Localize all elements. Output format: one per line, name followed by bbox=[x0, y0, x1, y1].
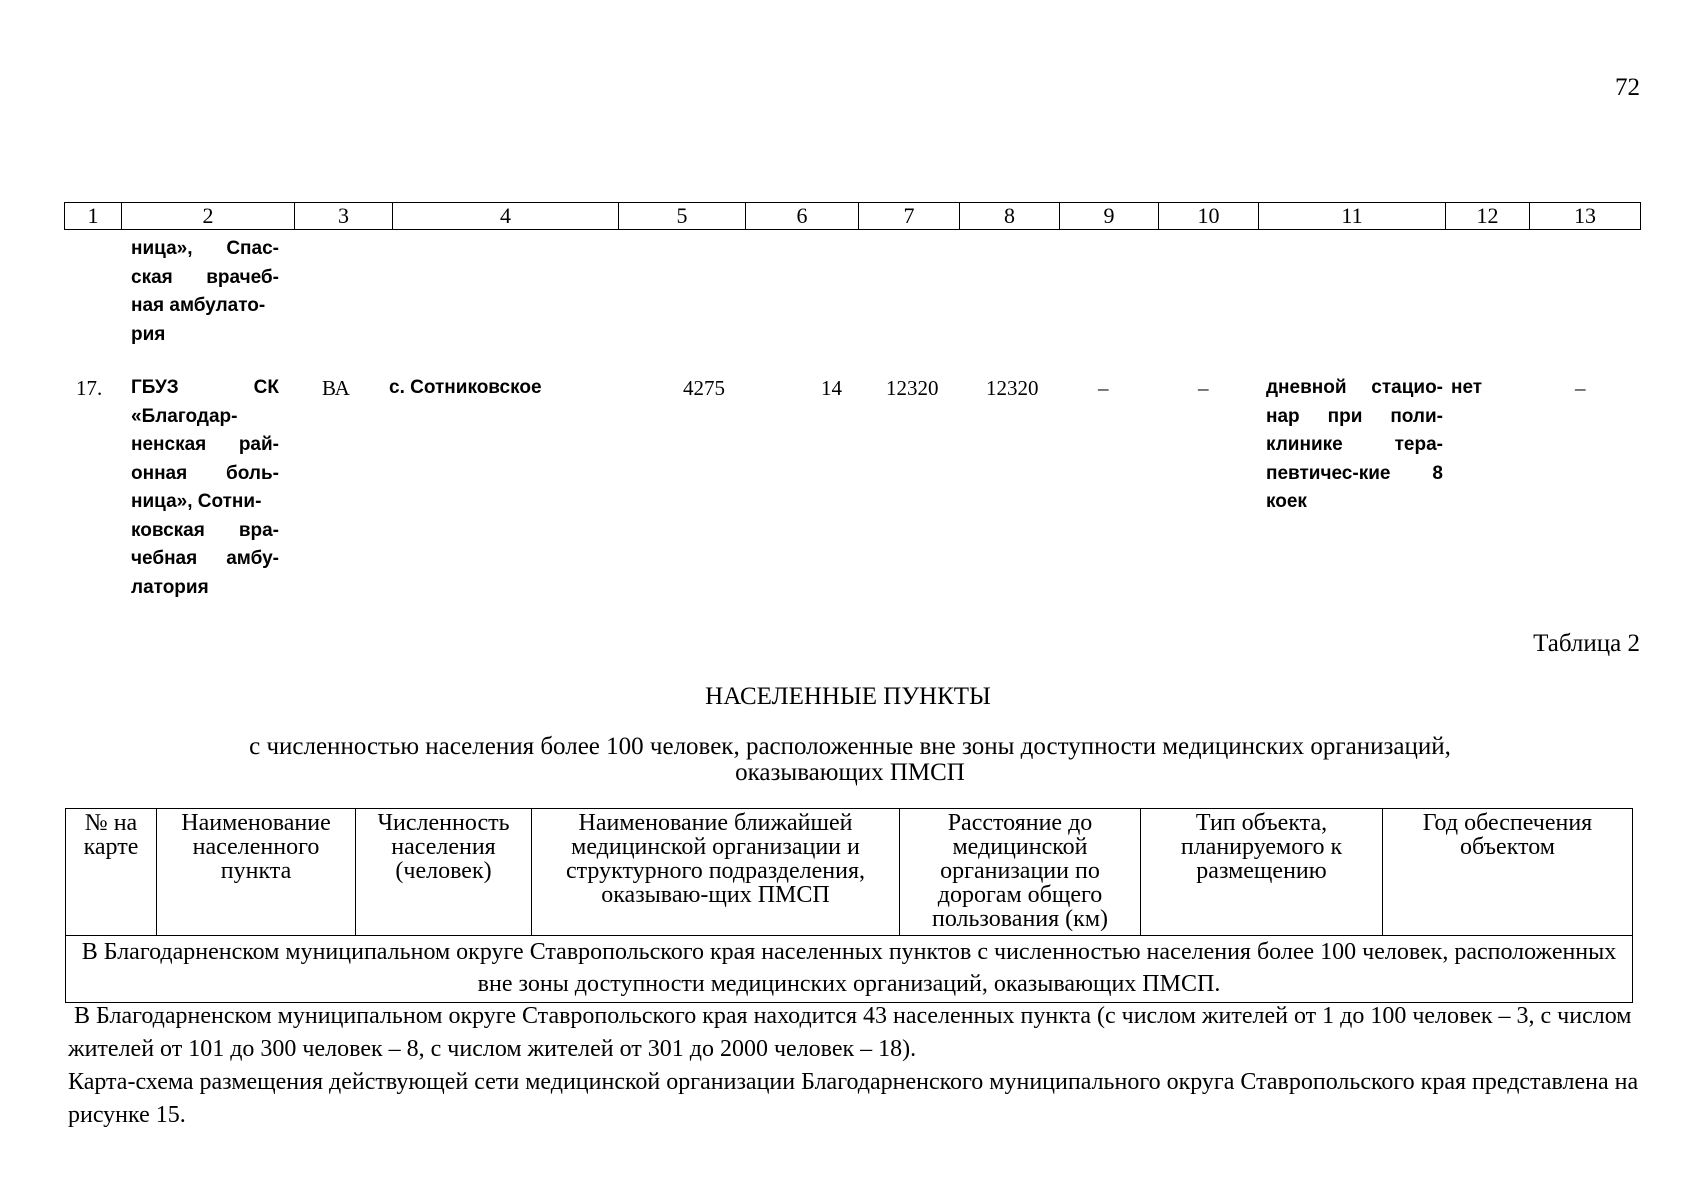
text-word: ненская bbox=[131, 434, 207, 455]
text-word: ковская bbox=[131, 519, 205, 541]
text-word: ница», bbox=[131, 238, 193, 259]
table-label: Таблица 2 bbox=[1533, 630, 1640, 657]
text-word: дневной bbox=[1266, 377, 1347, 398]
column-number: 9 bbox=[1060, 203, 1159, 230]
text-line: ная амбулато- bbox=[131, 295, 266, 316]
column-number: 11 bbox=[1259, 203, 1446, 230]
text-word: стацио- bbox=[1371, 377, 1443, 398]
text-word: поли- bbox=[1390, 405, 1444, 427]
header-population: Численность населения (человек) bbox=[356, 809, 532, 936]
text-line: «Благодар- bbox=[131, 405, 238, 427]
row17-col13: – bbox=[1575, 376, 1586, 400]
table-note: В Благодарненском муниципальном округе Ставропольского края населенных пунктов с численностью населения более 100 человек, расположенных вне зоны доступности медицинских организаций, оказывающих ПМСП. bbox=[66, 936, 1633, 1003]
text-word: нар bbox=[1266, 405, 1300, 427]
text-line: латория bbox=[131, 576, 209, 598]
text-word: ская bbox=[131, 266, 173, 288]
header-distance: Расстояние до медицинской организации по дорогам общего пользования (км) bbox=[900, 809, 1141, 936]
row17-settlement: с. Сотниковское bbox=[389, 377, 542, 398]
text-word: СК bbox=[253, 377, 279, 398]
row17-type: ВА bbox=[322, 376, 350, 400]
row17-col11 bbox=[1266, 374, 1443, 517]
text-word: клинике bbox=[1266, 434, 1343, 455]
text-word: 8 bbox=[1432, 462, 1443, 484]
column-number: 8 bbox=[960, 203, 1060, 230]
text-word: Спас- bbox=[226, 238, 279, 259]
section-subtitle bbox=[150, 734, 1550, 786]
section-title: НАСЕЛЕННЫЕ ПУНКТЫ bbox=[705, 683, 991, 710]
row17-col8: 12320 bbox=[986, 376, 1039, 400]
column-number: 2 bbox=[122, 203, 295, 230]
table1-column-numbers bbox=[64, 202, 1641, 230]
column-number: 6 bbox=[746, 203, 859, 230]
column-number: 7 bbox=[859, 203, 960, 230]
column-number: 10 bbox=[1159, 203, 1259, 230]
header-object-type: Тип объекта, планируемого к размещению bbox=[1141, 809, 1383, 936]
table-row bbox=[66, 936, 1633, 1003]
column-number: 12 bbox=[1446, 203, 1530, 230]
header-settlement-name: Наименование населенного пункта bbox=[157, 809, 356, 936]
page-number: 72 bbox=[1615, 74, 1640, 101]
row17-organization bbox=[131, 374, 279, 602]
column-number: 3 bbox=[295, 203, 393, 230]
text-line: коек bbox=[1266, 491, 1307, 512]
column-number: 1 bbox=[65, 203, 122, 230]
column-number: 4 bbox=[393, 203, 619, 230]
text-line: рия bbox=[131, 323, 166, 345]
prev-row-org-tail bbox=[131, 235, 279, 349]
settlements-table bbox=[65, 808, 1633, 1003]
column-number: 13 bbox=[1530, 203, 1641, 230]
text-word: врачеб- bbox=[206, 266, 279, 288]
text-word: амбу- bbox=[226, 548, 279, 569]
row17-col6: 14 bbox=[821, 376, 842, 400]
row17-col7: 12320 bbox=[886, 376, 939, 400]
text-word: вра- bbox=[238, 519, 279, 541]
row17-col10: – bbox=[1198, 376, 1209, 400]
row17-col5: 4275 bbox=[683, 376, 725, 400]
row17-col12: нет bbox=[1451, 377, 1483, 398]
text-line: ница», Сотни- bbox=[131, 491, 262, 512]
row-number: 17. bbox=[76, 376, 103, 400]
text-word: ГБУЗ bbox=[131, 377, 179, 398]
subtitle-line: с численностью населения более 100 человек, расположенные вне зоны доступности медицинских организаций, bbox=[249, 733, 1451, 760]
table-header-row bbox=[66, 809, 1633, 936]
text-word: тера- bbox=[1394, 434, 1443, 455]
text-word: чебная bbox=[131, 548, 198, 569]
subtitle-line: оказывающих ПМСП bbox=[735, 759, 965, 786]
text-word: боль- bbox=[226, 462, 279, 484]
text-word: онная bbox=[131, 462, 188, 484]
paragraph: Карта-схема размещения действующей сети медицинской организации Благодарненского муниципального округа Ставропольского края представлена на рисунке 15. bbox=[68, 1069, 1639, 1128]
column-number: 5 bbox=[619, 203, 746, 230]
header-nearest-organization: Наименование ближайшей медицинской организации и структурного подразделения, оказываю-щих ПМСП bbox=[532, 809, 900, 936]
text-word: при bbox=[1327, 405, 1363, 427]
text-word: певтичес-кие bbox=[1266, 462, 1391, 484]
text-word: рай- bbox=[238, 434, 279, 455]
row17-col9: – bbox=[1098, 376, 1109, 400]
header-year: Год обеспечения объектом bbox=[1383, 809, 1633, 936]
header-map-number: № на карте bbox=[66, 809, 157, 936]
paragraph: В Благодарненском муниципальном округе Ставропольского края находится 43 населенных пункта (с числом жителей от 1 до 100 человек – 3, с числом жителей от 101 до 300 человек – 8, с числом жителей от 301 до 2000 человек – 18). bbox=[68, 1003, 1632, 1062]
